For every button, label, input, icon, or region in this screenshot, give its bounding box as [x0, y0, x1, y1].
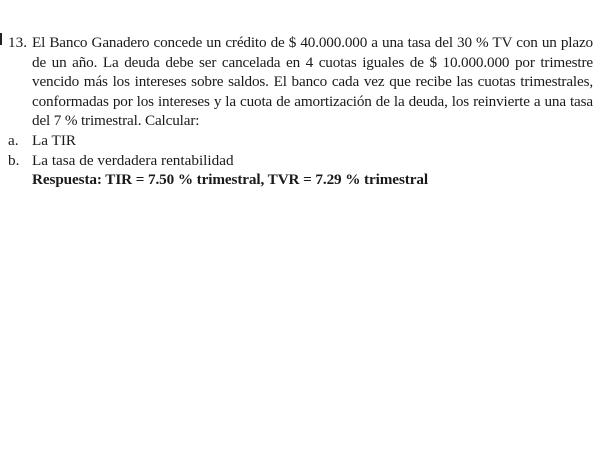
problem-number: 13. — [8, 34, 27, 51]
question-letter: a. — [8, 131, 19, 149]
question-list — [8, 131, 593, 170]
question-letter: b. — [8, 151, 20, 169]
answer-line: Respuesta: TIR = 7.50 % trimestral, TVR = 7.29 % trimestral — [32, 171, 428, 189]
page-edge-mark — [0, 33, 2, 45]
question-text: La TIR — [32, 131, 77, 149]
question-item-b — [8, 151, 593, 171]
question-item-a — [8, 131, 593, 151]
problem-statement-row — [8, 33, 593, 131]
problem-block — [8, 33, 593, 190]
problem-statement: El Banco Ganadero concede un crédito de $ 40.000.000 a una tasa del 30 % TV con un plazo de un año. La deuda debe ser cancelada en 4 cuotas iguales de $ 10.000.000 por trimestre vencido más los intereses sobre saldos. El banco cada vez que recibe las cuotas trimestrales, conformadas por los intereses y la cuota de amortización de la deuda, los reinvierte a una tasa del 7 % trimestral. Calcular: — [32, 34, 593, 130]
question-text: La tasa de verdadera rentabilidad — [32, 151, 234, 169]
